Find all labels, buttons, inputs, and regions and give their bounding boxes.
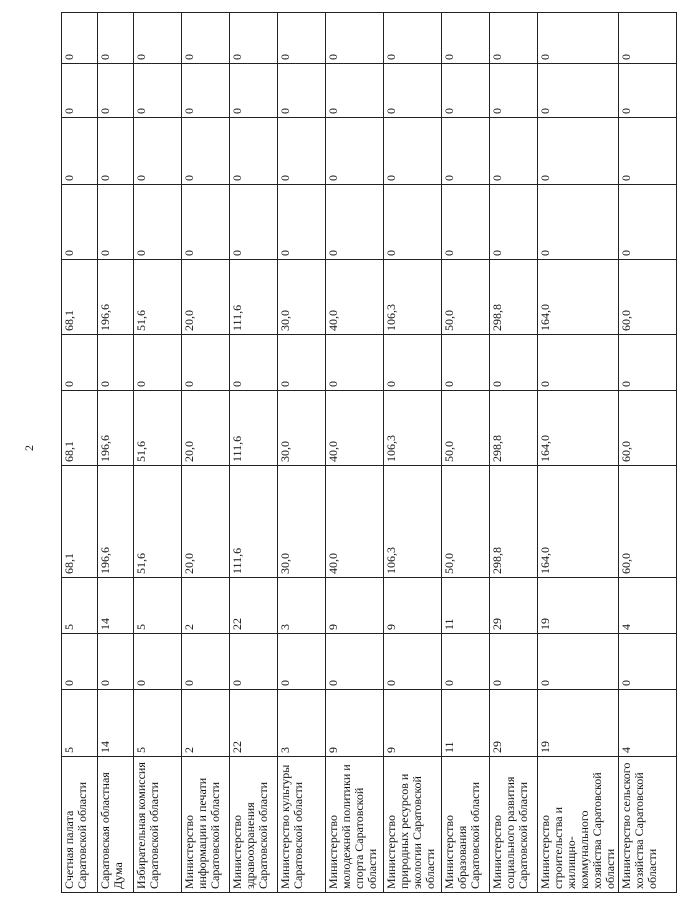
value-cell: 20,0 — [182, 466, 230, 578]
value-cell: 0 — [98, 185, 134, 260]
value-cell: 0 — [490, 64, 538, 118]
rotated-table-container — [61, 13, 659, 893]
value-cell: 40,0 — [326, 260, 384, 335]
value-cell: 0 — [538, 64, 619, 118]
value-cell: 14 — [98, 578, 134, 634]
organization-name-cell: Министерство здравоохранения Саратовской области — [230, 757, 278, 893]
value-cell: 51,6 — [134, 466, 182, 578]
value-cell: 0 — [384, 634, 442, 690]
value-cell: 0 — [98, 634, 134, 690]
value-cell: 50,0 — [442, 391, 490, 466]
table-row — [490, 13, 538, 893]
table-row — [98, 13, 134, 893]
value-cell: 0 — [182, 335, 230, 391]
value-cell: 60,0 — [619, 391, 677, 466]
value-cell: 0 — [384, 185, 442, 260]
value-cell: 298,8 — [490, 260, 538, 335]
value-cell: 22 — [230, 578, 278, 634]
page-number: 2 — [22, 445, 36, 451]
value-cell: 0 — [62, 64, 98, 118]
value-cell: 0 — [619, 13, 677, 64]
table-row — [384, 13, 442, 893]
value-cell: 50,0 — [442, 466, 490, 578]
value-cell: 0 — [538, 13, 619, 64]
value-cell: 0 — [62, 13, 98, 64]
value-cell: 164,0 — [538, 391, 619, 466]
value-cell: 0 — [384, 64, 442, 118]
value-cell: 0 — [134, 335, 182, 391]
value-cell: 14 — [98, 690, 134, 757]
value-cell: 0 — [490, 634, 538, 690]
value-cell: 0 — [98, 118, 134, 185]
organization-name-cell: Министерство молодежной политики и спорта Саратовской области — [326, 757, 384, 893]
table-row — [230, 13, 278, 893]
value-cell: 9 — [384, 578, 442, 634]
organization-name-cell: Саратовская областная Дума — [98, 757, 134, 893]
value-cell: 0 — [326, 118, 384, 185]
value-cell: 0 — [278, 118, 326, 185]
value-cell: 5 — [134, 690, 182, 757]
value-cell: 0 — [442, 634, 490, 690]
value-cell: 60,0 — [619, 466, 677, 578]
value-cell: 5 — [62, 690, 98, 757]
value-cell: 9 — [384, 690, 442, 757]
value-cell: 4 — [619, 578, 677, 634]
value-cell: 0 — [442, 335, 490, 391]
value-cell: 196,6 — [98, 260, 134, 335]
value-cell: 0 — [98, 335, 134, 391]
value-cell: 0 — [384, 118, 442, 185]
value-cell: 22 — [230, 690, 278, 757]
value-cell: 0 — [278, 335, 326, 391]
value-cell: 0 — [98, 13, 134, 64]
value-cell: 0 — [230, 118, 278, 185]
value-cell: 4 — [619, 690, 677, 757]
value-cell: 0 — [619, 185, 677, 260]
value-cell: 0 — [538, 634, 619, 690]
value-cell: 0 — [538, 185, 619, 260]
value-cell: 111,6 — [230, 260, 278, 335]
value-cell: 0 — [326, 335, 384, 391]
value-cell: 298,8 — [490, 391, 538, 466]
value-cell: 50,0 — [442, 260, 490, 335]
value-cell: 29 — [490, 690, 538, 757]
value-cell: 0 — [230, 335, 278, 391]
value-cell: 0 — [490, 185, 538, 260]
value-cell: 0 — [326, 185, 384, 260]
organization-name-cell: Счетная палата Саратовской области — [62, 757, 98, 893]
value-cell: 0 — [619, 634, 677, 690]
organization-name-cell: Министерство сельского хозяйства Саратовской области — [619, 757, 677, 893]
value-cell: 0 — [442, 118, 490, 185]
value-cell: 40,0 — [326, 391, 384, 466]
value-cell: 51,6 — [134, 260, 182, 335]
value-cell: 0 — [278, 64, 326, 118]
value-cell: 0 — [230, 634, 278, 690]
organization-name-cell: Министерство образования Саратовской области — [442, 757, 490, 893]
value-cell: 68,1 — [62, 391, 98, 466]
value-cell: 0 — [538, 335, 619, 391]
value-cell: 111,6 — [230, 391, 278, 466]
value-cell: 0 — [230, 185, 278, 260]
value-cell: 0 — [490, 335, 538, 391]
value-cell: 20,0 — [182, 391, 230, 466]
value-cell: 60,0 — [619, 260, 677, 335]
table-body — [62, 13, 677, 893]
value-cell: 0 — [182, 64, 230, 118]
value-cell: 0 — [326, 64, 384, 118]
value-cell: 30,0 — [278, 466, 326, 578]
value-cell: 68,1 — [62, 466, 98, 578]
table-row — [62, 13, 98, 893]
value-cell: 0 — [62, 335, 98, 391]
value-cell: 0 — [278, 634, 326, 690]
value-cell: 0 — [230, 13, 278, 64]
value-cell: 40,0 — [326, 466, 384, 578]
value-cell: 0 — [326, 634, 384, 690]
value-cell: 0 — [538, 118, 619, 185]
value-cell: 196,6 — [98, 391, 134, 466]
value-cell: 5 — [134, 578, 182, 634]
value-cell: 20,0 — [182, 260, 230, 335]
value-cell: 106,3 — [384, 391, 442, 466]
value-cell: 0 — [619, 118, 677, 185]
table-row — [182, 13, 230, 893]
organization-name-cell: Министерство природных ресурсов и экологии Саратовской области — [384, 757, 442, 893]
value-cell: 68,1 — [62, 260, 98, 335]
table-row — [134, 13, 182, 893]
data-table — [61, 12, 677, 893]
value-cell: 11 — [442, 690, 490, 757]
value-cell: 9 — [326, 578, 384, 634]
value-cell: 0 — [442, 185, 490, 260]
table-row — [538, 13, 619, 893]
organization-name-cell: Министерство социального развития Саратовской области — [490, 757, 538, 893]
value-cell: 0 — [619, 64, 677, 118]
value-cell: 0 — [98, 64, 134, 118]
value-cell: 0 — [182, 634, 230, 690]
value-cell: 0 — [442, 13, 490, 64]
value-cell: 30,0 — [278, 260, 326, 335]
value-cell: 5 — [62, 578, 98, 634]
value-cell: 196,6 — [98, 466, 134, 578]
table-row — [619, 13, 677, 893]
value-cell: 0 — [62, 118, 98, 185]
value-cell: 0 — [442, 64, 490, 118]
value-cell: 19 — [538, 578, 619, 634]
value-cell: 0 — [182, 13, 230, 64]
organization-name-cell: Избирательная комиссия Саратовской области — [134, 757, 182, 893]
value-cell: 29 — [490, 578, 538, 634]
organization-name-cell: Министерство информации и печати Саратовской области — [182, 757, 230, 893]
value-cell: 2 — [182, 690, 230, 757]
value-cell: 3 — [278, 578, 326, 634]
value-cell: 51,6 — [134, 391, 182, 466]
value-cell: 0 — [384, 13, 442, 64]
value-cell: 0 — [490, 118, 538, 185]
table-row — [326, 13, 384, 893]
value-cell: 0 — [182, 185, 230, 260]
table-row — [442, 13, 490, 893]
value-cell: 164,0 — [538, 260, 619, 335]
value-cell: 0 — [134, 118, 182, 185]
value-cell: 0 — [278, 13, 326, 64]
value-cell: 0 — [619, 335, 677, 391]
value-cell: 0 — [134, 185, 182, 260]
organization-name-cell: Министерство культуры Саратовской области — [278, 757, 326, 893]
value-cell: 11 — [442, 578, 490, 634]
value-cell: 2 — [182, 578, 230, 634]
value-cell: 0 — [490, 13, 538, 64]
value-cell: 0 — [62, 634, 98, 690]
value-cell: 0 — [230, 64, 278, 118]
value-cell: 19 — [538, 690, 619, 757]
value-cell: 0 — [134, 13, 182, 64]
value-cell: 106,3 — [384, 260, 442, 335]
value-cell: 0 — [62, 185, 98, 260]
value-cell: 9 — [326, 690, 384, 757]
value-cell: 0 — [182, 118, 230, 185]
value-cell: 106,3 — [384, 466, 442, 578]
table-row — [278, 13, 326, 893]
value-cell: 0 — [134, 64, 182, 118]
value-cell: 3 — [278, 690, 326, 757]
value-cell: 30,0 — [278, 391, 326, 466]
organization-name-cell: Министерство строительства и жилищно-коммунального хозяйства Саратовской области — [538, 757, 619, 893]
value-cell: 111,6 — [230, 466, 278, 578]
value-cell: 298,8 — [490, 466, 538, 578]
value-cell: 0 — [384, 335, 442, 391]
value-cell: 0 — [134, 634, 182, 690]
value-cell: 0 — [326, 13, 384, 64]
value-cell: 0 — [278, 185, 326, 260]
value-cell: 164,0 — [538, 466, 619, 578]
